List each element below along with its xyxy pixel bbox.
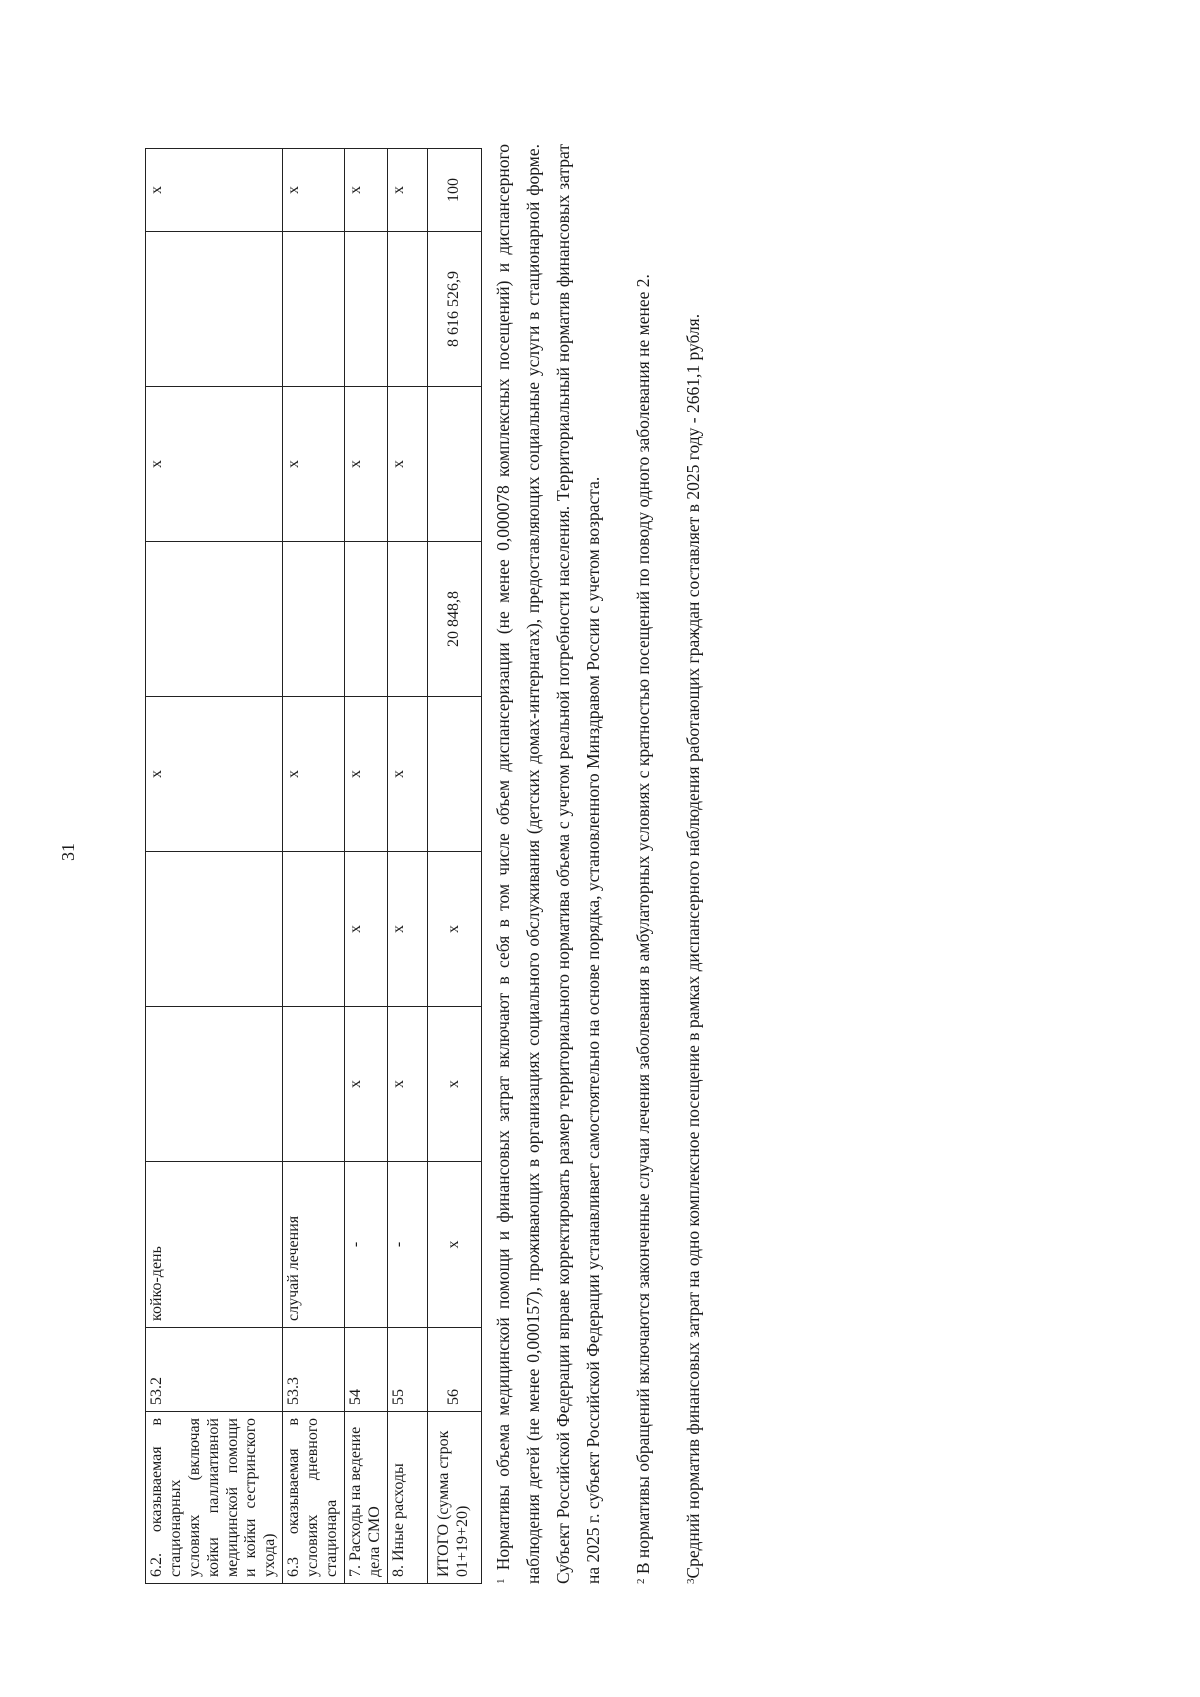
- cell-col5: [283, 852, 345, 1007]
- cell-col4: х: [387, 1007, 427, 1162]
- cell-col7: [344, 542, 387, 697]
- row-unit: койко-день: [146, 1162, 283, 1328]
- row-code: 53.3: [283, 1328, 345, 1412]
- cell-col6: х: [283, 697, 345, 852]
- cell-col4: [146, 1007, 283, 1162]
- row-unit: -: [344, 1162, 387, 1328]
- footnote-1: [488, 144, 608, 1584]
- table-row: [283, 149, 345, 1584]
- row-unit: случай лечения: [283, 1162, 345, 1328]
- cell-col8: х: [146, 387, 283, 542]
- footnote-mark: 3: [685, 1578, 697, 1584]
- financing-table: [145, 148, 482, 1584]
- cell-col7: 20 848,8: [427, 542, 481, 697]
- cell-col8: х: [387, 387, 427, 542]
- row-code: 55: [387, 1328, 427, 1412]
- row-code: 54: [344, 1328, 387, 1412]
- page-number: 31: [58, 843, 78, 861]
- row-name: 6.2. оказываемая в стационарных условиях (включая койки паллиативной медицинской помощи и койки сестринского ухода): [146, 1412, 283, 1584]
- cell-col7: [146, 542, 283, 697]
- footnote-2: [628, 144, 658, 1584]
- table-row: [344, 149, 387, 1584]
- cell-col7: [283, 542, 345, 697]
- cell-col6: х: [387, 697, 427, 852]
- footnotes: [488, 144, 728, 1584]
- footnote-mark: 1: [495, 1578, 507, 1584]
- cell-col10: х: [387, 149, 427, 232]
- row-name: 6.3 оказываемая в условиях дневного стационара: [283, 1412, 345, 1584]
- cell-col9: 8 616 526,9: [427, 232, 481, 387]
- cell-col7: [387, 542, 427, 697]
- row-unit: х: [427, 1162, 481, 1328]
- footnote-3: [678, 144, 708, 1584]
- footnote-mark: 2: [635, 1578, 647, 1584]
- cell-col9: [283, 232, 345, 387]
- cell-col10: х: [344, 149, 387, 232]
- cell-col8: х: [283, 387, 345, 542]
- cell-col6: [427, 697, 481, 852]
- cell-col5: х: [427, 852, 481, 1007]
- cell-col9: [387, 232, 427, 387]
- cell-col10: х: [283, 149, 345, 232]
- cell-col9: [146, 232, 283, 387]
- cell-col4: х: [344, 1007, 387, 1162]
- cell-col6: х: [344, 697, 387, 852]
- cell-col9: [344, 232, 387, 387]
- cell-col5: [146, 852, 283, 1007]
- table-row: [146, 149, 283, 1584]
- table-row: [387, 149, 427, 1584]
- cell-col5: х: [387, 852, 427, 1007]
- cell-col10: х: [146, 149, 283, 232]
- footnote-text: Нормативы объема медицинской помощи и финансовых затрат включают в себя в том числе объем диспансеризации (не менее 0,000078 комплексных посещений) и диспансерного наблюдения детей (не менее 0,000157), проживающих в организациях социального обслуживания (детских домах-интернатах), предоставляющих социальные услуги в стационарной форме. Субъект Российской Федерации вправе корректировать размер территориального норматива объема с учетом реальной потребности населения. Территориальный норматив финансовых затрат на 2025 г. субъект Российской Федерации устанавливает самостоятельно на основе порядка, установленного Минздравом России с учетом возраста.: [493, 144, 603, 1584]
- cell-col4: х: [427, 1007, 481, 1162]
- row-name: 7. Расходы на ведение дела СМО: [344, 1412, 387, 1584]
- cell-col8: [427, 387, 481, 542]
- cell-col4: [283, 1007, 345, 1162]
- footnote-text: В нормативы обращений включаются законченные случаи лечения заболевания в амбулаторных условиях с кратностью посещений по поводу одного заболевания не менее 2.: [633, 274, 653, 1575]
- row-name: 8. Иные расходы: [387, 1412, 427, 1584]
- cell-col5: х: [344, 852, 387, 1007]
- footnote-text: Средний норматив финансовых затрат на одно комплексное посещение в рамках диспансерного наблюдения работающих граждан составляет в 2025 году - 2661,1 рубля.: [683, 313, 703, 1579]
- cell-col10: 100: [427, 149, 481, 232]
- row-code: 53.2: [146, 1328, 283, 1412]
- row-code: 56: [427, 1328, 481, 1412]
- table-row: [427, 149, 481, 1584]
- cell-col6: х: [146, 697, 283, 852]
- row-name: ИТОГО (сумма строк 01+19+20): [427, 1412, 481, 1584]
- row-unit: -: [387, 1162, 427, 1328]
- cell-col8: х: [344, 387, 387, 542]
